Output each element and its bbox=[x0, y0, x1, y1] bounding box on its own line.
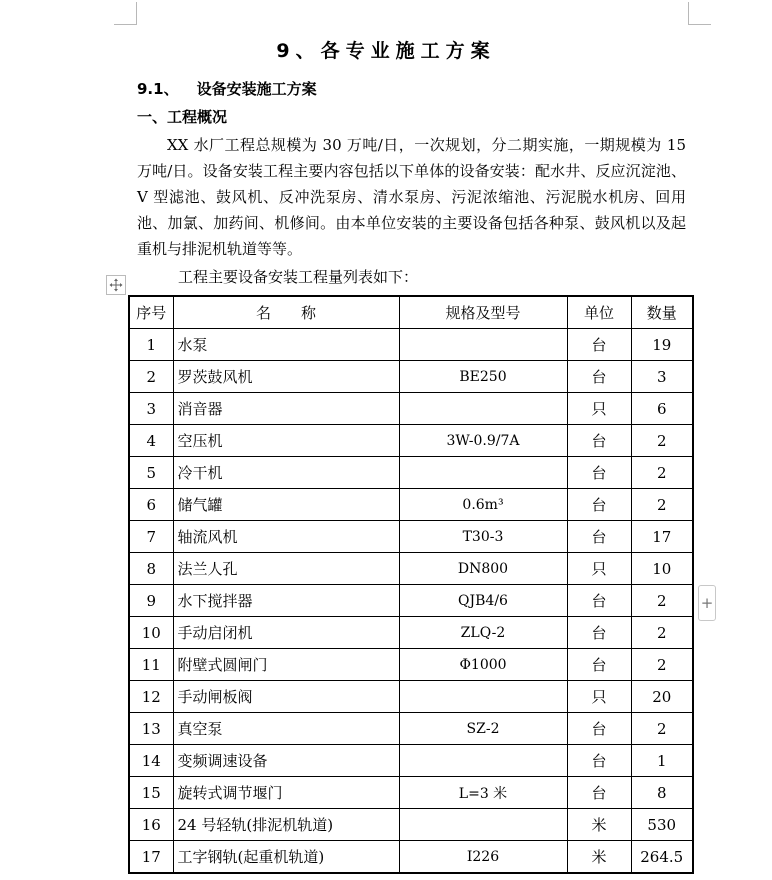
subsection-title: 设备安装施工方案 bbox=[196, 80, 317, 98]
header-name: 名 称 bbox=[173, 296, 399, 329]
cell-spec bbox=[399, 329, 567, 361]
cell-unit: 台 bbox=[567, 777, 631, 809]
cell-name: 24 号轻轨(排泥机轨道) bbox=[173, 809, 399, 841]
cell-unit: 台 bbox=[567, 617, 631, 649]
cell-spec: BE250 bbox=[399, 361, 567, 393]
cell-index: 8 bbox=[129, 553, 173, 585]
cell-quantity: 3 bbox=[631, 361, 693, 393]
cell-spec: L=3 米 bbox=[399, 777, 567, 809]
cell-unit: 只 bbox=[567, 681, 631, 713]
cell-quantity: 10 bbox=[631, 553, 693, 585]
cell-quantity: 2 bbox=[631, 489, 693, 521]
table-intro: 工程主要设备安装工程量列表如下： bbox=[178, 268, 419, 286]
cell-index: 9 bbox=[129, 585, 173, 617]
table-row bbox=[129, 745, 693, 777]
header-index: 序号 bbox=[129, 296, 173, 329]
cell-quantity: 6 bbox=[631, 393, 693, 425]
table-row bbox=[129, 777, 693, 809]
cell-quantity: 20 bbox=[631, 681, 693, 713]
equipment-table bbox=[128, 295, 694, 874]
cell-name: 消音器 bbox=[173, 393, 399, 425]
cell-quantity: 2 bbox=[631, 457, 693, 489]
table-row bbox=[129, 329, 693, 361]
cell-spec bbox=[399, 809, 567, 841]
cell-unit: 台 bbox=[567, 425, 631, 457]
add-row-icon[interactable]: + bbox=[698, 585, 716, 621]
section-title: 9、各专业施工方案 bbox=[276, 40, 496, 62]
table-row bbox=[129, 585, 693, 617]
cell-quantity: 19 bbox=[631, 329, 693, 361]
cell-index: 5 bbox=[129, 457, 173, 489]
cell-quantity: 2 bbox=[631, 617, 693, 649]
table-row bbox=[129, 809, 693, 841]
cell-unit: 台 bbox=[567, 713, 631, 745]
cell-name: 工字钢轨(起重机轨道) bbox=[173, 841, 399, 874]
header-spec: 规格及型号 bbox=[399, 296, 567, 329]
header-unit: 单位 bbox=[567, 296, 631, 329]
cell-index: 7 bbox=[129, 521, 173, 553]
cell-quantity: 2 bbox=[631, 585, 693, 617]
table-row bbox=[129, 681, 693, 713]
table-row bbox=[129, 553, 693, 585]
cell-unit: 台 bbox=[567, 457, 631, 489]
cell-unit: 米 bbox=[567, 809, 631, 841]
cell-index: 11 bbox=[129, 649, 173, 681]
cell-name: 旋转式调节堰门 bbox=[173, 777, 399, 809]
cell-name: 冷干机 bbox=[173, 457, 399, 489]
cell-name: 罗茨鼓风机 bbox=[173, 361, 399, 393]
cell-quantity: 2 bbox=[631, 649, 693, 681]
cell-unit: 台 bbox=[567, 649, 631, 681]
header-quantity: 数量 bbox=[631, 296, 693, 329]
cell-index: 6 bbox=[129, 489, 173, 521]
cell-unit: 米 bbox=[567, 841, 631, 874]
cell-name: 变频调速设备 bbox=[173, 745, 399, 777]
cell-index: 16 bbox=[129, 809, 173, 841]
table-row bbox=[129, 617, 693, 649]
cell-index: 2 bbox=[129, 361, 173, 393]
cell-spec: T30-3 bbox=[399, 521, 567, 553]
cell-name: 储气罐 bbox=[173, 489, 399, 521]
cell-index: 1 bbox=[129, 329, 173, 361]
overview-heading: 一、工程概况 bbox=[137, 108, 228, 126]
cell-index: 17 bbox=[129, 841, 173, 874]
table-row bbox=[129, 841, 693, 874]
cell-quantity: 530 bbox=[631, 809, 693, 841]
table-row bbox=[129, 713, 693, 745]
cell-name: 空压机 bbox=[173, 425, 399, 457]
cell-index: 4 bbox=[129, 425, 173, 457]
table-row bbox=[129, 393, 693, 425]
cell-index: 13 bbox=[129, 713, 173, 745]
cell-quantity: 264.5 bbox=[631, 841, 693, 874]
cell-name: 真空泵 bbox=[173, 713, 399, 745]
cell-unit: 台 bbox=[567, 489, 631, 521]
cell-index: 3 bbox=[129, 393, 173, 425]
cell-name: 水泵 bbox=[173, 329, 399, 361]
cell-spec: I226 bbox=[399, 841, 567, 874]
move-table-icon[interactable] bbox=[106, 275, 126, 295]
cell-unit: 只 bbox=[567, 393, 631, 425]
cell-spec: SZ-2 bbox=[399, 713, 567, 745]
table-row bbox=[129, 425, 693, 457]
cell-spec: QJB4/6 bbox=[399, 585, 567, 617]
cell-unit: 台 bbox=[567, 585, 631, 617]
table-row bbox=[129, 457, 693, 489]
cell-name: 水下搅拌器 bbox=[173, 585, 399, 617]
cell-name: 法兰人孔 bbox=[173, 553, 399, 585]
page-corner-mark-right bbox=[688, 2, 711, 25]
cell-spec bbox=[399, 681, 567, 713]
cell-spec: DN800 bbox=[399, 553, 567, 585]
cell-spec: 3W-0.9/7A bbox=[399, 425, 567, 457]
cell-unit: 只 bbox=[567, 553, 631, 585]
cell-name: 手动闸板阀 bbox=[173, 681, 399, 713]
cell-name: 附壁式圆闸门 bbox=[173, 649, 399, 681]
cell-index: 10 bbox=[129, 617, 173, 649]
cell-index: 14 bbox=[129, 745, 173, 777]
cell-quantity: 2 bbox=[631, 713, 693, 745]
subsection-heading bbox=[137, 78, 317, 99]
cell-name: 轴流风机 bbox=[173, 521, 399, 553]
cell-unit: 台 bbox=[567, 745, 631, 777]
cell-quantity: 2 bbox=[631, 425, 693, 457]
cell-unit: 台 bbox=[567, 329, 631, 361]
cell-spec: ZLQ-2 bbox=[399, 617, 567, 649]
cell-quantity: 1 bbox=[631, 745, 693, 777]
cell-unit: 台 bbox=[567, 361, 631, 393]
table-row bbox=[129, 649, 693, 681]
cell-index: 15 bbox=[129, 777, 173, 809]
table-row bbox=[129, 521, 693, 553]
overview-paragraph: XX 水厂工程总规模为 30 万吨/日，一次规划，分二期实施，一期规模为 15 万吨/日。设备安装工程主要内容包括以下单体的设备安装：配水井、反应沉淀池、V 型滤池、鼓风机、反冲洗泵房、清水泵房、污泥浓缩池、污泥脱水机房、回用池、加氯、加药间、机修间。由本单位安装的主要设备包括各种泵、鼓风机以及起重机与排泥机轨道等等。 bbox=[137, 136, 686, 258]
cell-quantity: 17 bbox=[631, 521, 693, 553]
cell-name: 手动启闭机 bbox=[173, 617, 399, 649]
cell-spec: 0.6m³ bbox=[399, 489, 567, 521]
table-header-row bbox=[129, 296, 693, 329]
page-corner-mark-left bbox=[114, 2, 137, 25]
cell-quantity: 8 bbox=[631, 777, 693, 809]
cell-spec bbox=[399, 745, 567, 777]
cell-spec bbox=[399, 393, 567, 425]
cell-unit: 台 bbox=[567, 521, 631, 553]
subsection-number: 9.1、 bbox=[137, 80, 179, 98]
cell-spec bbox=[399, 457, 567, 489]
cell-spec: Φ1000 bbox=[399, 649, 567, 681]
table-row bbox=[129, 361, 693, 393]
cell-index: 12 bbox=[129, 681, 173, 713]
table-row bbox=[129, 489, 693, 521]
